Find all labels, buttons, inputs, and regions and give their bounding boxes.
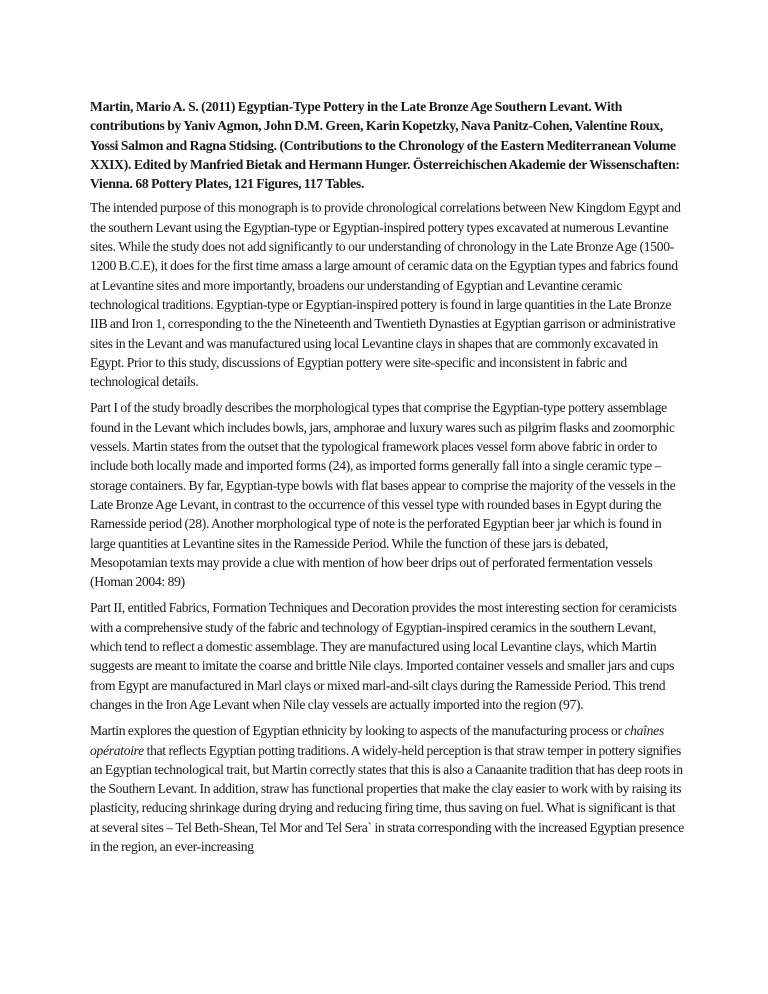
paragraph-part-one: Part I of the study broadly describes the morphological types that comprise the Egyptian-type pottery assemblage found in the Levant which includes bowls, jars, amphorae and luxury wares such as pilgrim flasks and zoomorphic vessels. Martin states from the outset that the typological framework places vessel form above fabric in order to include both locally made and imported forms (24), as imported forms generally fall into a single ceramic type – storage containers. By far, Egyptian-type bowls with flat bases appear to comprise the majority of the vessels in the Late Bronze Age Levant, in contrast to the occurrence of this vessel type with rounded bases in Egypt during the Ramesside period (28). Another morphological type of note is the perforated Egyptian beer jar which is found in large quantities at Levantine sites in the Ramesside Period. While the function of these jars is debated, Mesopotamian texts may provide a clue with mention of how beer drips out of perforated fermentation vessels (Homan 2004: 89) (90, 400, 676, 590)
bibliographic-citation: Martin, Mario A. S. (2011) Egyptian-Type Pottery in the Late Bronze Age Southern Levant. With contributions by Yaniv Agmon, John D.M. Green, Karin Kopetzky, Nava Panitz-Cohen, Valentine Roux, Yossi Salmon and Ragna Stidsing. (Contributions to the Chronology of the Eastern Mediterranean Volume XXIX). Edited by Manfried Bietak and Hermann Hunger. Österreichischen Akademie der Wissenschaften: Vienna. 68 Pottery Plates, 121 Figures, 117 Tables. (90, 99, 680, 192)
paragraph-part-two: Part II, entitled Fabrics, Formation Techniques and Decoration provides the most interesting section for ceramicists with a comprehensive study of the fabric and technology of Egyptian-inspired ceramics in the southern Levant, which tend to reflect a domestic assemblage. They are manufactured using local Levantine clays, which Martin suggests are meant to imitate the coarse and brittle Nile clays. Imported container vessels and smaller jars and cups from Egypt are manufactured in Marl clays or mixed marl-and-silt clays during the Ramesside Period. This trend changes in the Iron Age Levant when Nile clay vessels are actually imported into the region (97). (90, 600, 677, 712)
document-page (90, 97, 684, 863)
paragraph-intro: The intended purpose of this monograph is to provide chronological correlations between New Kingdom Egypt and the southern Levant using the Egyptian-type or Egyptian-inspired pottery types excavated at numerous Levantine sites. While the study does not add significantly to our understanding of chronology in the Late Bronze Age (1500-1200 B.C.E), it does for the first time amass a large amount of ceramic data on the Egyptian types and fabrics found at Levantine sites and more importantly, broadens our understanding of Egyptian and Levantine ceramic technological traditions. Egyptian-type or Egyptian-inspired pottery is found in large quantities in the Late Bronze IIB and Iron 1, corresponding to the the Nineteenth and Twentieth Dynasties at Egyptian garrison or administrative sites in the Levant and was manufactured using local Levantine clays in shapes that are commonly excavated in Egypt. Prior to this study, discussions of Egyptian pottery were site-specific and inconsistent in fabric and technological details. (90, 200, 681, 390)
paragraph-text-end: that reflects Egyptian potting traditions. A widely-held perception is that straw temper in pottery signifies an Egyptian technological trait, but Martin correctly states that this is also a Canaanite tradition that has deep roots in the Southern Levant. In addition, straw has functional properties that make the clay easier to work with by raising its plasticity, reducing shrinkage during drying and reducing firing time, thus saving on fuel. What is significant is that at several sites – Tel Beth-Shean, Tel Mor and Tel Sera` in strata corresponding with the increased Egyptian presence in the region, an ever-increasing (90, 742, 684, 854)
paragraph-ethnicity (90, 721, 684, 856)
italic-term: chaînes opératoire (90, 723, 664, 758)
paragraph-text-start: Martin explores the question of Egyptian ethnicity by looking to aspects of the manufacturing process or (90, 723, 625, 739)
